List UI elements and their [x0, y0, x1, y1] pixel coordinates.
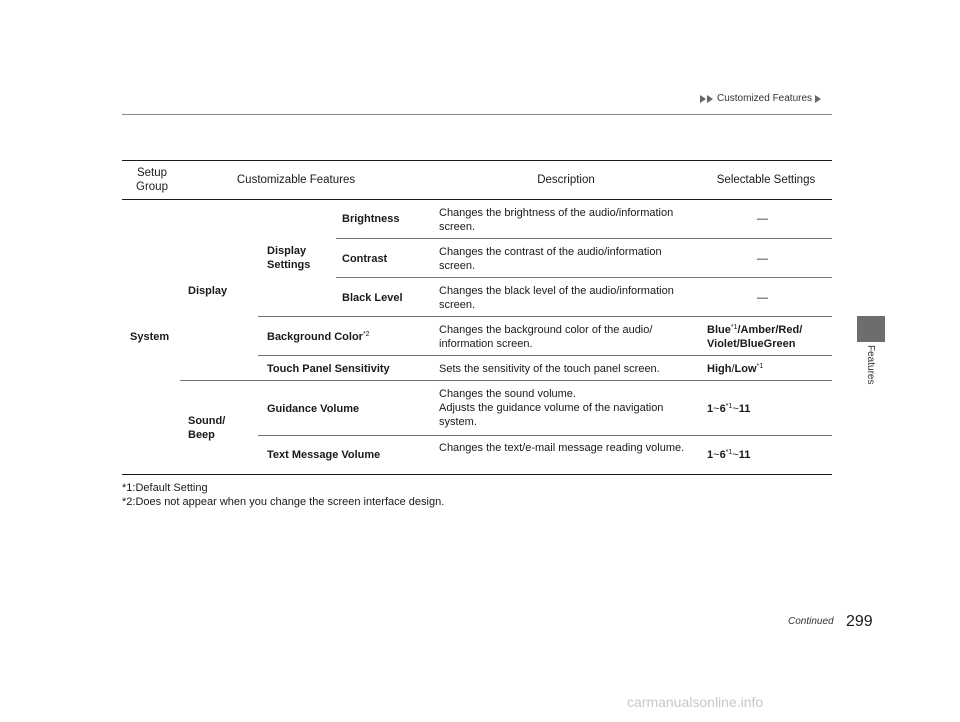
options-amber-red: /Amber/Red/ — [737, 324, 803, 336]
breadcrumb-arrow-icon — [707, 95, 713, 103]
row-divider — [180, 380, 832, 381]
description-contrast: Changes the contrast of the audio/information screen. — [439, 246, 662, 272]
setting-brightness: — — [757, 213, 768, 225]
footnote-marker: *2 — [362, 331, 370, 338]
range-min: 1 — [707, 403, 714, 415]
feature-text-message-volume: Text Message Volume — [267, 449, 381, 461]
row-divider — [258, 316, 832, 317]
page-number: 299 — [846, 613, 873, 630]
feature-background-color — [267, 330, 370, 344]
header-selectable-settings: Selectable Settings — [716, 174, 816, 186]
setting-background-color — [707, 323, 829, 351]
footnote-marker: *1 — [725, 449, 733, 456]
header-setup-group: Setup Group — [136, 167, 168, 193]
feature-guidance-volume: Guidance Volume — [267, 403, 360, 415]
option-low: Low — [734, 363, 757, 375]
header-divider — [122, 114, 832, 115]
table-bottom-rule — [122, 474, 832, 475]
header-description: Description — [537, 174, 595, 186]
description-guidance-volume — [439, 387, 701, 429]
options-violet-bluegreen: Violet/BlueGreen — [707, 338, 796, 350]
breadcrumb-arrow-icon — [700, 95, 706, 103]
range-max: 11 — [738, 449, 751, 461]
section-display: Display — [188, 285, 228, 297]
footnote-2: *2:Does not appear when you change the screen interface design. — [122, 496, 445, 508]
setting-black-level: — — [757, 292, 768, 304]
feature-brightness: Brightness — [342, 213, 400, 225]
row-divider — [258, 355, 832, 356]
section-display-settings: Display Settings — [267, 245, 311, 271]
footnote-marker: *1 — [725, 403, 733, 410]
range-max: 11 — [738, 403, 751, 415]
feature-background-color-label: Background Color — [267, 331, 363, 343]
section-tab-marker — [857, 316, 885, 342]
feature-contrast: Contrast — [342, 253, 388, 265]
section-sound-beep: Sound/ Beep — [188, 415, 226, 441]
option-high: High — [707, 363, 732, 375]
section-tab-text: Features — [865, 345, 876, 385]
row-divider — [336, 277, 832, 278]
range-tilde: ~ — [713, 449, 720, 461]
footnotes — [122, 481, 444, 509]
footnote-marker: *1 — [730, 324, 738, 331]
watermark: carmanualsonline.info — [627, 694, 764, 710]
option-blue: Blue — [707, 324, 731, 336]
range-default: 6 — [719, 403, 726, 415]
description-brightness: Changes the brightness of the audio/information screen. — [439, 207, 674, 233]
row-divider — [336, 238, 832, 239]
group-system: System — [130, 331, 170, 343]
table-header-rule — [122, 199, 832, 200]
setting-text-message-volume — [707, 448, 750, 462]
setting-guidance-volume — [707, 402, 750, 416]
breadcrumb — [700, 93, 822, 104]
range-tilde: ~ — [732, 403, 739, 415]
footnote-marker: *1 — [756, 363, 764, 370]
description-background-color: Changes the background color of the audio/ information screen. — [439, 324, 653, 350]
continued-label: Continued — [788, 616, 834, 627]
range-tilde: ~ — [732, 449, 739, 461]
feature-touch-panel-sensitivity: Touch Panel Sensitivity — [267, 363, 390, 375]
description-touch-panel-sensitivity: Sets the sensitivity of the touch panel screen. — [439, 363, 660, 375]
description-text-message-volume: Changes the text/e-mail message reading volume. — [439, 442, 685, 454]
breadcrumb-label[interactable]: Customized Features — [717, 93, 813, 104]
range-tilde: ~ — [713, 403, 720, 415]
feature-black-level: Black Level — [342, 292, 403, 304]
option-separator: / — [731, 363, 735, 375]
description-black-level: Changes the black level of the audio/information screen. — [439, 285, 674, 311]
footnote-1: *1:Default Setting — [122, 482, 208, 494]
range-default: 6 — [719, 449, 726, 461]
row-divider — [258, 435, 832, 436]
table-top-rule — [122, 160, 832, 161]
section-tab-label — [864, 345, 878, 415]
range-min: 1 — [707, 449, 714, 461]
description-line: Adjusts the guidance volume of the navigation system. — [439, 402, 664, 428]
description-line: Changes the sound volume. — [439, 388, 576, 400]
setting-touch-panel-sensitivity — [707, 362, 763, 376]
setting-contrast: — — [757, 253, 768, 265]
breadcrumb-arrow-icon — [815, 95, 821, 103]
header-customizable-features: Customizable Features — [236, 174, 356, 186]
